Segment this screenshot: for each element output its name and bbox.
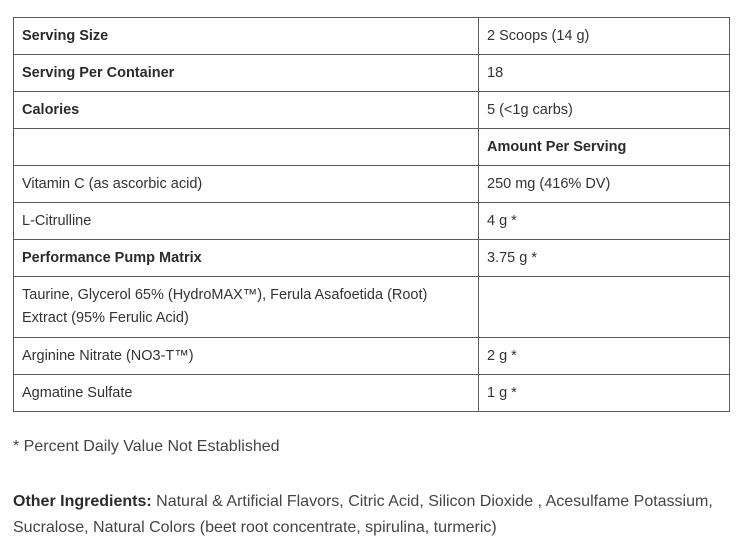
row-value: 1 g *	[479, 375, 730, 412]
table-row	[14, 375, 730, 412]
row-value: 5 (<1g carbs)	[479, 92, 730, 129]
table-row	[14, 129, 730, 166]
row-label: Taurine, Glycerol 65% (HydroMAX™), Ferula Asafoetida (Root) Extract (95% Ferulic Acid)	[14, 277, 479, 338]
row-value: 4 g *	[479, 203, 730, 240]
table-row	[14, 18, 730, 55]
supplement-facts-table	[13, 17, 730, 412]
row-label: Arginine Nitrate (NO3-T™)	[14, 338, 479, 375]
row-value: 3.75 g *	[479, 240, 730, 277]
table-row	[14, 166, 730, 203]
row-label: Serving Per Container	[14, 55, 479, 92]
row-label: Serving Size	[14, 18, 479, 55]
other-ingredients-label: Other Ingredients:	[13, 493, 152, 510]
table-row	[14, 338, 730, 375]
daily-value-footnote: * Percent Daily Value Not Established	[13, 438, 280, 455]
row-label: Performance Pump Matrix	[14, 240, 479, 277]
table-row	[14, 55, 730, 92]
row-value: 250 mg (416% DV)	[479, 166, 730, 203]
table-row	[14, 203, 730, 240]
row-value: 2 g *	[479, 338, 730, 375]
row-label: Agmatine Sulfate	[14, 375, 479, 412]
other-ingredients-text: Natural & Artificial Flavors, Citric Acid, Silicon Dioxide , Acesulfame Potassium, Sucralose, Natural Colors (beet root concentrate, spirulina, turmeric)	[13, 493, 713, 536]
row-value: 2 Scoops (14 g)	[479, 18, 730, 55]
row-label: Calories	[14, 92, 479, 129]
row-label	[14, 129, 479, 166]
amount-per-serving-header: Amount Per Serving	[479, 129, 730, 166]
table-row	[14, 92, 730, 129]
row-label: L-Citrulline	[14, 203, 479, 240]
row-value: 18	[479, 55, 730, 92]
table-row	[14, 240, 730, 277]
row-label: Vitamin C (as ascorbic acid)	[14, 166, 479, 203]
table-row	[14, 277, 730, 338]
other-ingredients	[13, 489, 733, 541]
row-value	[479, 277, 730, 338]
